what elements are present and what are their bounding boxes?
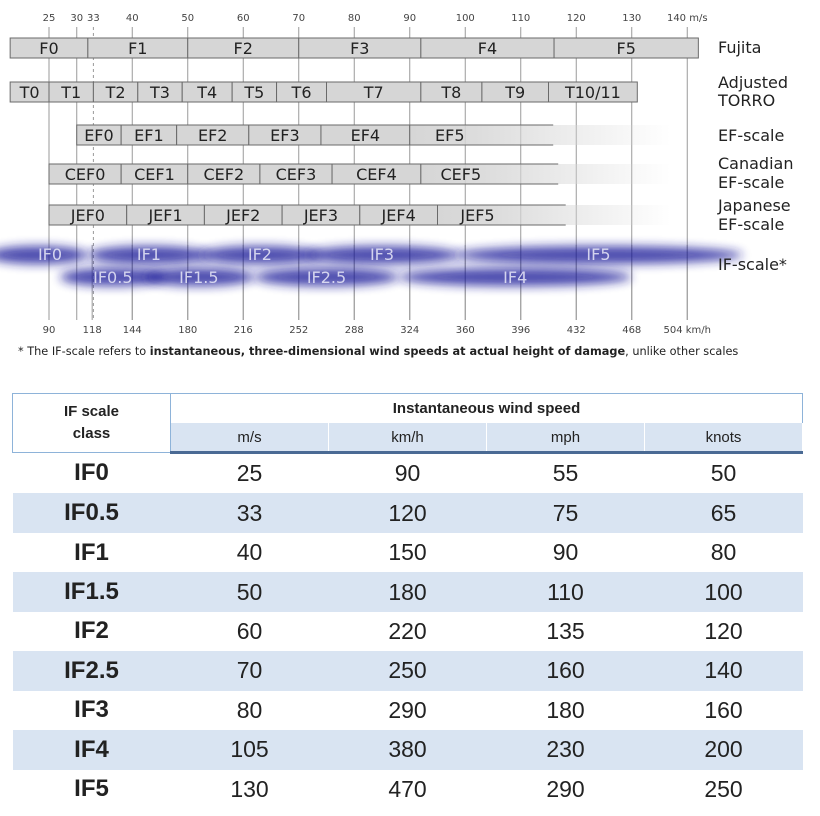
top-axis-tick-label: 90 (403, 13, 417, 24)
cell-kmh: 90 (394, 460, 421, 487)
scale-class-label: T5 (244, 83, 265, 102)
bottom-axis-tick-label: 90 (42, 325, 56, 336)
cell-knots: 65 (645, 493, 803, 532)
cell-knots: 100 (645, 572, 803, 611)
cell-mph: 230 (487, 730, 645, 769)
top-axis-tick-label: 110 (511, 13, 531, 24)
if-class-label: IF2.5 (306, 268, 347, 287)
cell-class: IF0.5 (13, 493, 171, 532)
cell-knots: 250 (704, 775, 743, 802)
scale-class-label: EF4 (350, 126, 381, 145)
if-class-label: IF2 (247, 245, 272, 264)
column-header-mph: mph (487, 423, 645, 453)
column-header-class (13, 394, 171, 453)
footnote (18, 345, 818, 358)
footnote-prefix: * The IF-scale refers to (18, 345, 150, 358)
scale-class-label: F2 (233, 39, 253, 58)
scale-class-label: JEF2 (226, 206, 261, 225)
class-header-line-2: class (72, 425, 111, 442)
cell-mph: 55 (552, 460, 579, 487)
cell-knots: 50 (710, 460, 737, 487)
class-header-line-1: IF scale (63, 403, 120, 420)
scale-class-label: T1 (61, 83, 82, 102)
cell-mph: 90 (552, 539, 579, 566)
top-axis-tick-label: 140 m/s (666, 13, 708, 24)
scale-class-label: F3 (350, 39, 370, 58)
if-scale-table (12, 393, 803, 809)
column-group-header: Instantaneous wind speed (171, 394, 803, 423)
cell-knots: 200 (645, 730, 803, 769)
top-axis-tick-label: 30 (70, 13, 84, 24)
column-header-kmh: km/h (329, 423, 487, 453)
scale-class-label: F4 (477, 39, 498, 58)
cell-mph: 110 (487, 572, 645, 611)
cell-ms: 105 (171, 730, 329, 769)
table-header-row (13, 394, 803, 423)
cell-mph: 160 (487, 651, 645, 690)
top-axis-tick-label: 50 (181, 13, 195, 24)
top-axis-tick-label: 33 (87, 13, 100, 24)
cell-kmh: 470 (388, 775, 427, 802)
scale-class-label: JEF4 (381, 206, 416, 225)
cell-kmh: 180 (329, 572, 487, 611)
cell-class: IF1.5 (13, 572, 171, 611)
scale-class-label: CEF2 (203, 165, 245, 184)
table-row (13, 691, 803, 730)
bottom-axis-tick-label: 396 (511, 325, 531, 336)
cell-class: IF2.5 (13, 651, 171, 690)
scale-class-label: CEF1 (134, 165, 175, 184)
top-axis-tick-label: 80 (347, 13, 361, 24)
cell-knots: 120 (704, 617, 743, 644)
footnote-suffix: , unlike other scales (625, 345, 739, 358)
scale-row-adjusted-torro (10, 82, 637, 102)
scale-class-label: CEF0 (64, 165, 106, 184)
cell-class: IF2 (74, 617, 109, 645)
cell-kmh: 120 (329, 493, 487, 532)
top-axis-tick-label: 100 (455, 13, 475, 24)
bottom-axis-tick-label: 360 (455, 325, 475, 336)
scale-class-label: EF2 (197, 126, 228, 145)
scale-class-label: EF0 (84, 126, 114, 145)
cell-class: IF3 (74, 696, 109, 724)
table-row (13, 453, 803, 494)
if-class-label: IF1.5 (179, 268, 219, 287)
bottom-axis-tick-label: 252 (289, 325, 309, 336)
scale-name-label: EF-scale (718, 215, 785, 234)
column-header-ms: m/s (171, 423, 329, 453)
cell-kmh: 150 (388, 539, 427, 566)
top-axis-tick-label: 120 (566, 13, 586, 24)
scale-name-label: Fujita (718, 38, 762, 57)
scale-class-label: EF3 (270, 126, 300, 145)
bottom-axis-tick-label: 216 (233, 325, 253, 336)
scale-class-label: JEF1 (148, 206, 183, 225)
scale-class-label: T8 (441, 83, 462, 102)
bottom-axis-tick-label: 432 (566, 325, 586, 336)
scale-row-ef-scale (77, 125, 671, 145)
if-class-label: IF1 (136, 245, 161, 264)
bottom-axis-tick-label: 144 (122, 325, 142, 336)
scale-class-label: T10/11 (564, 83, 621, 102)
scale-class-label: F1 (128, 39, 148, 58)
scale-class-label: F5 (616, 39, 636, 58)
cell-class: IF0 (74, 459, 109, 487)
top-axis-tick-label: 60 (236, 13, 250, 24)
scale-row-japanese-ef-scale (49, 205, 671, 225)
table-row (13, 612, 803, 651)
cell-mph: 290 (546, 775, 585, 802)
scale-name-label: EF-scale (718, 126, 785, 145)
bottom-axis-tick-label: 324 (400, 325, 420, 336)
cell-ms: 60 (236, 617, 263, 644)
cell-ms: 33 (171, 493, 329, 532)
scale-class-label: EF5 (435, 126, 465, 145)
scale-name-label: Canadian (718, 154, 794, 173)
cell-knots: 140 (645, 651, 803, 690)
scale-class-label: T9 (505, 83, 526, 102)
table-row (13, 770, 803, 809)
scale-class-label: T2 (105, 83, 126, 102)
cell-kmh: 250 (329, 651, 487, 690)
cell-knots: 160 (704, 696, 743, 723)
bottom-axis-tick-label: 468 (622, 325, 642, 336)
cell-kmh: 220 (388, 617, 427, 644)
cell-ms: 80 (236, 696, 263, 723)
cell-mph: 75 (487, 493, 645, 532)
top-axis-tick-label: 40 (125, 13, 139, 24)
bottom-axis-tick-label: 118 (82, 325, 102, 336)
scale-name-label: TORRO (718, 91, 776, 110)
bottom-axis-tick-label: 288 (344, 325, 364, 336)
scale-row-canadian-ef-scale (49, 164, 671, 184)
scale-class-label: CEF4 (356, 165, 397, 184)
scale-class-label: EF1 (134, 126, 164, 145)
footnote-bold: instantaneous, three-dimensional wind speeds at actual height of damage (149, 345, 626, 358)
if-class-label: IF4 (503, 268, 528, 287)
scale-class-label: T7 (363, 83, 384, 102)
bottom-axis-tick-label: 504 km/h (663, 325, 712, 336)
cell-ms: 25 (236, 460, 263, 487)
table-row (13, 533, 803, 572)
cell-class: IF4 (13, 730, 171, 769)
scale-class-label: T6 (291, 83, 312, 102)
cell-mph: 180 (546, 696, 585, 723)
scale-class-label: JEF5 (460, 206, 495, 225)
table-row (13, 730, 803, 769)
cell-ms: 50 (171, 572, 329, 611)
cell-ms: 130 (230, 775, 269, 802)
column-header-knots: knots (645, 423, 803, 453)
top-axis-tick-label: 70 (292, 13, 306, 24)
cell-knots: 80 (710, 539, 737, 566)
cell-class: IF5 (74, 775, 109, 803)
scale-class-label: T4 (197, 83, 218, 102)
scale-row-fujita (10, 38, 698, 58)
cell-kmh: 290 (388, 696, 427, 723)
if-class-label: IF5 (586, 245, 611, 264)
cell-ms: 70 (171, 651, 329, 690)
scale-class-label: F0 (39, 39, 59, 58)
table-row (13, 493, 803, 532)
scale-name-label: Japanese (718, 196, 791, 215)
scale-name-label: EF-scale (718, 173, 785, 192)
table-row (13, 651, 803, 690)
scale-name-label: IF-scale* (718, 255, 787, 274)
scale-class-label: T3 (150, 83, 170, 102)
scale-class-label: JEF0 (70, 206, 105, 225)
wind-scale-comparison-diagram (0, 0, 820, 375)
top-axis-tick-label: 130 (622, 13, 642, 24)
scale-class-label: JEF3 (303, 206, 339, 225)
scale-name-label: Adjusted (718, 73, 789, 92)
if-class-label: IF0 (37, 245, 63, 264)
scale-class-label: CEF3 (275, 165, 317, 184)
cell-mph: 135 (546, 617, 585, 644)
top-axis-tick-label: 25 (42, 13, 56, 24)
if-class-label: IF0.5 (93, 268, 133, 287)
table-row (13, 572, 803, 611)
bottom-axis-tick-label: 180 (178, 325, 198, 336)
cell-kmh: 380 (329, 730, 487, 769)
if-class-label: IF3 (369, 245, 395, 264)
cell-ms: 40 (236, 539, 263, 566)
cell-class: IF1 (74, 538, 109, 566)
scale-class-label: T0 (19, 83, 40, 102)
scale-class-label: CEF5 (440, 165, 482, 184)
